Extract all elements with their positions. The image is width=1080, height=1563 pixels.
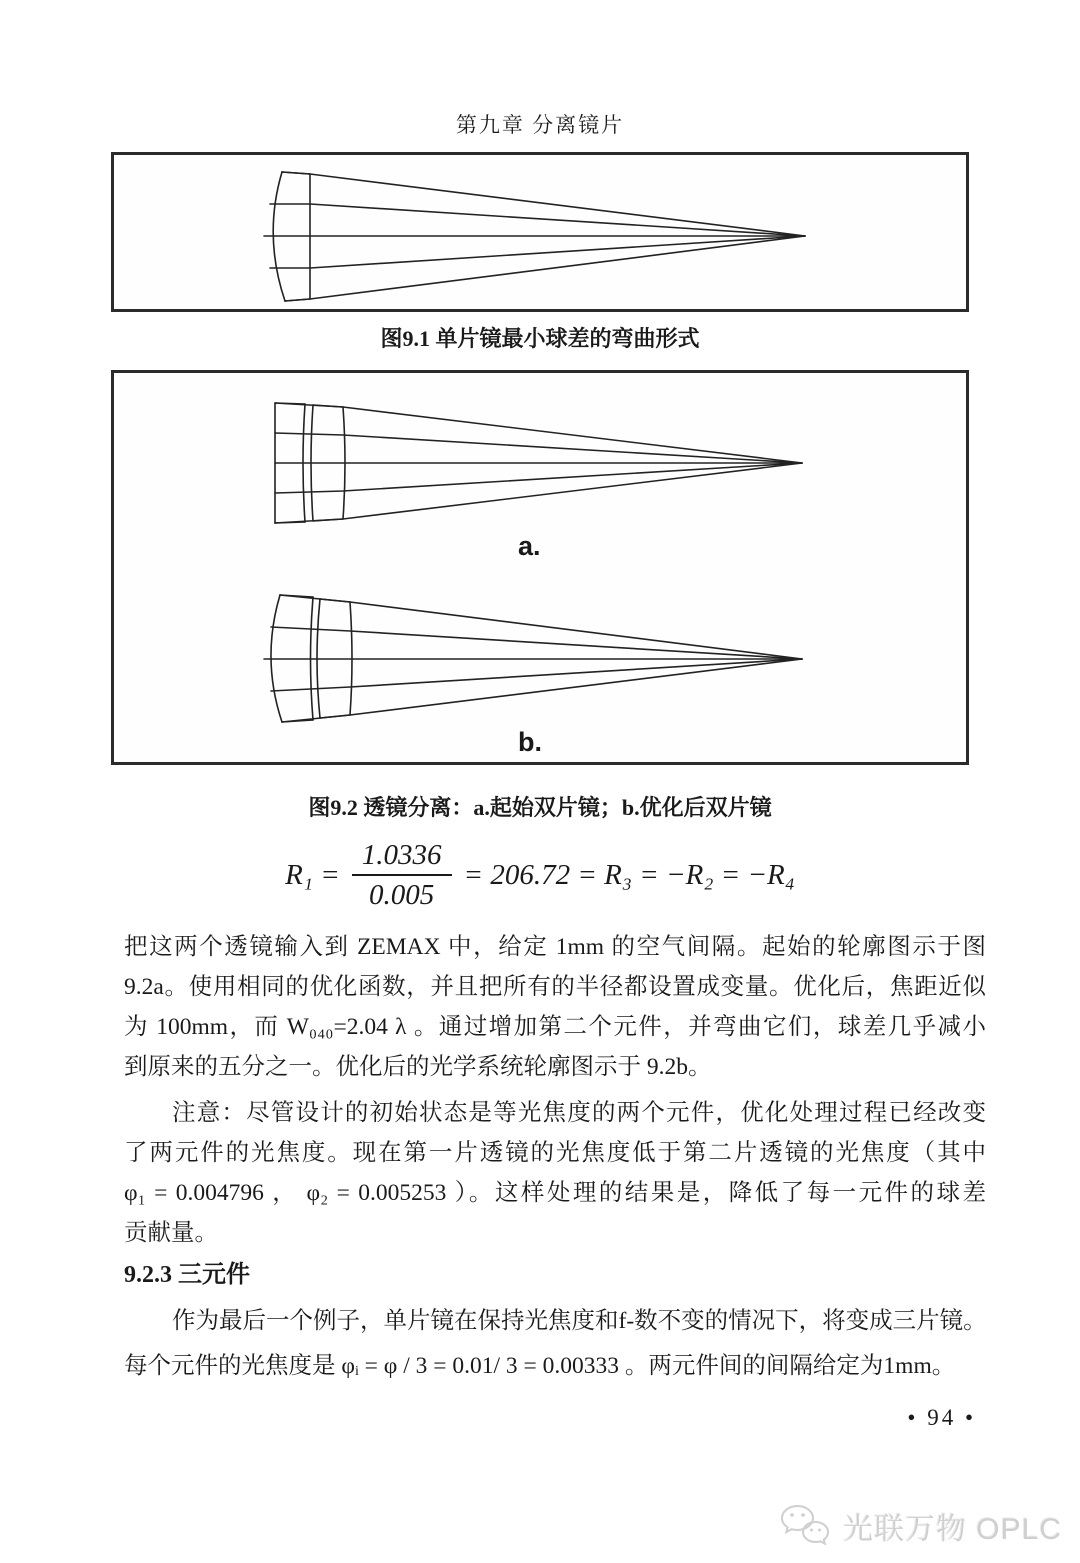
paragraph-1: [124, 927, 986, 1087]
text-line: 了两元件的光焦度。现在第一片透镜的光焦度低于第二片透镜的光焦度（其中: [124, 1140, 986, 1166]
text-line: 为 100mm，而 W₀₄₀=2.04 λ 。通过增加第二个元件，并弯曲它们，球差几乎减小: [124, 1014, 986, 1040]
b-ray-upper: [271, 627, 802, 659]
section-heading-9-2-3: 9.2.3 三元件: [124, 1262, 250, 1288]
wechat-eye: [790, 1513, 794, 1517]
equation-fraction: [352, 839, 452, 911]
watermark-text: 光联万物 OPLC: [842, 1513, 1062, 1546]
text-line: 把这两个透镜输入到 ZEMAX 中，给定 1mm 的空气间隔。起始的轮廓图示于图: [124, 934, 986, 960]
text-line: 9.2a。使用相同的优化函数，并且把所有的半径都设置成变量。优化后，焦距近似: [124, 974, 986, 1000]
equation-rhs: = 206.72 = R₃ = −R₂ = −R₄: [463, 858, 795, 891]
text-line: 作为最后一个例子，单片镜在保持光焦度和f-数不变的情况下，将变成三片镜。: [172, 1308, 987, 1334]
diagram-a-label: a.: [518, 531, 541, 561]
text-line: φ₁ = 0.004796 ， φ₂ = 0.005253 ）。这样处理的结果是，降低了每一元件的球差: [124, 1180, 986, 1206]
radius-equation: [0, 837, 1080, 913]
ray-upper: [270, 204, 805, 236]
figure-9-1-box: [111, 152, 969, 312]
body-text: [124, 927, 986, 1389]
ray-bottom: [285, 236, 805, 301]
wechat-eye: [810, 1529, 813, 1532]
chapter-header: 第九章 分离镜片: [455, 113, 625, 137]
figure-9-1-caption: 图9.1 单片镜最小球差的弯曲形式: [380, 326, 700, 351]
fraction-denominator: 0.005: [369, 879, 435, 911]
page-number: • 94 •: [907, 1405, 976, 1430]
wechat-big-bubble: [782, 1506, 813, 1532]
diagram-b: [264, 595, 802, 757]
text-line: 每个元件的光焦度是 φᵢ = φ / 3 = 0.01/ 3 = 0.00333 。两元件间的间隔给定为1mm。: [124, 1353, 956, 1379]
watermark: [777, 1503, 1062, 1549]
ray-lower: [270, 236, 805, 268]
b-ray-top: [280, 595, 802, 659]
wechat-eye: [801, 1513, 805, 1517]
wechat-logo-icon: [777, 1503, 833, 1549]
ray-top: [282, 172, 805, 236]
a-ray-upper: [275, 433, 802, 463]
wechat-eye: [818, 1529, 821, 1532]
figure-9-2-box: [111, 370, 969, 765]
paragraph-3: [124, 1299, 986, 1389]
b-ray-bottom: [282, 659, 802, 722]
doublet-lens-ray-diagrams: [114, 373, 963, 762]
figure-9-2-caption: 图9.2 透镜分离：a.起始双片镜；b.优化后双片镜: [308, 795, 772, 820]
diagram-b-label: b.: [518, 727, 542, 757]
paragraph-2-note: [124, 1093, 986, 1253]
b-ray-lower: [271, 659, 802, 691]
text-line: 到原来的五分之一。优化后的光学系统轮廓图示于 9.2b。: [124, 1054, 712, 1080]
text-line: 注意：尽管设计的初始状态是等光焦度的两个元件，优化处理过程已经改变: [172, 1100, 986, 1126]
fraction-numerator: 1.0336: [352, 839, 452, 876]
diagram-a: [275, 403, 802, 561]
a-ray-top: [275, 403, 802, 463]
text-line: 贡献量。: [124, 1220, 218, 1246]
wechat-small-bubble: [803, 1522, 828, 1544]
a-ray-bottom: [275, 463, 802, 523]
equation-lhs: R₁ =: [285, 858, 340, 891]
single-lens-ray-diagram: [114, 155, 966, 309]
a-ray-lower: [275, 463, 802, 493]
